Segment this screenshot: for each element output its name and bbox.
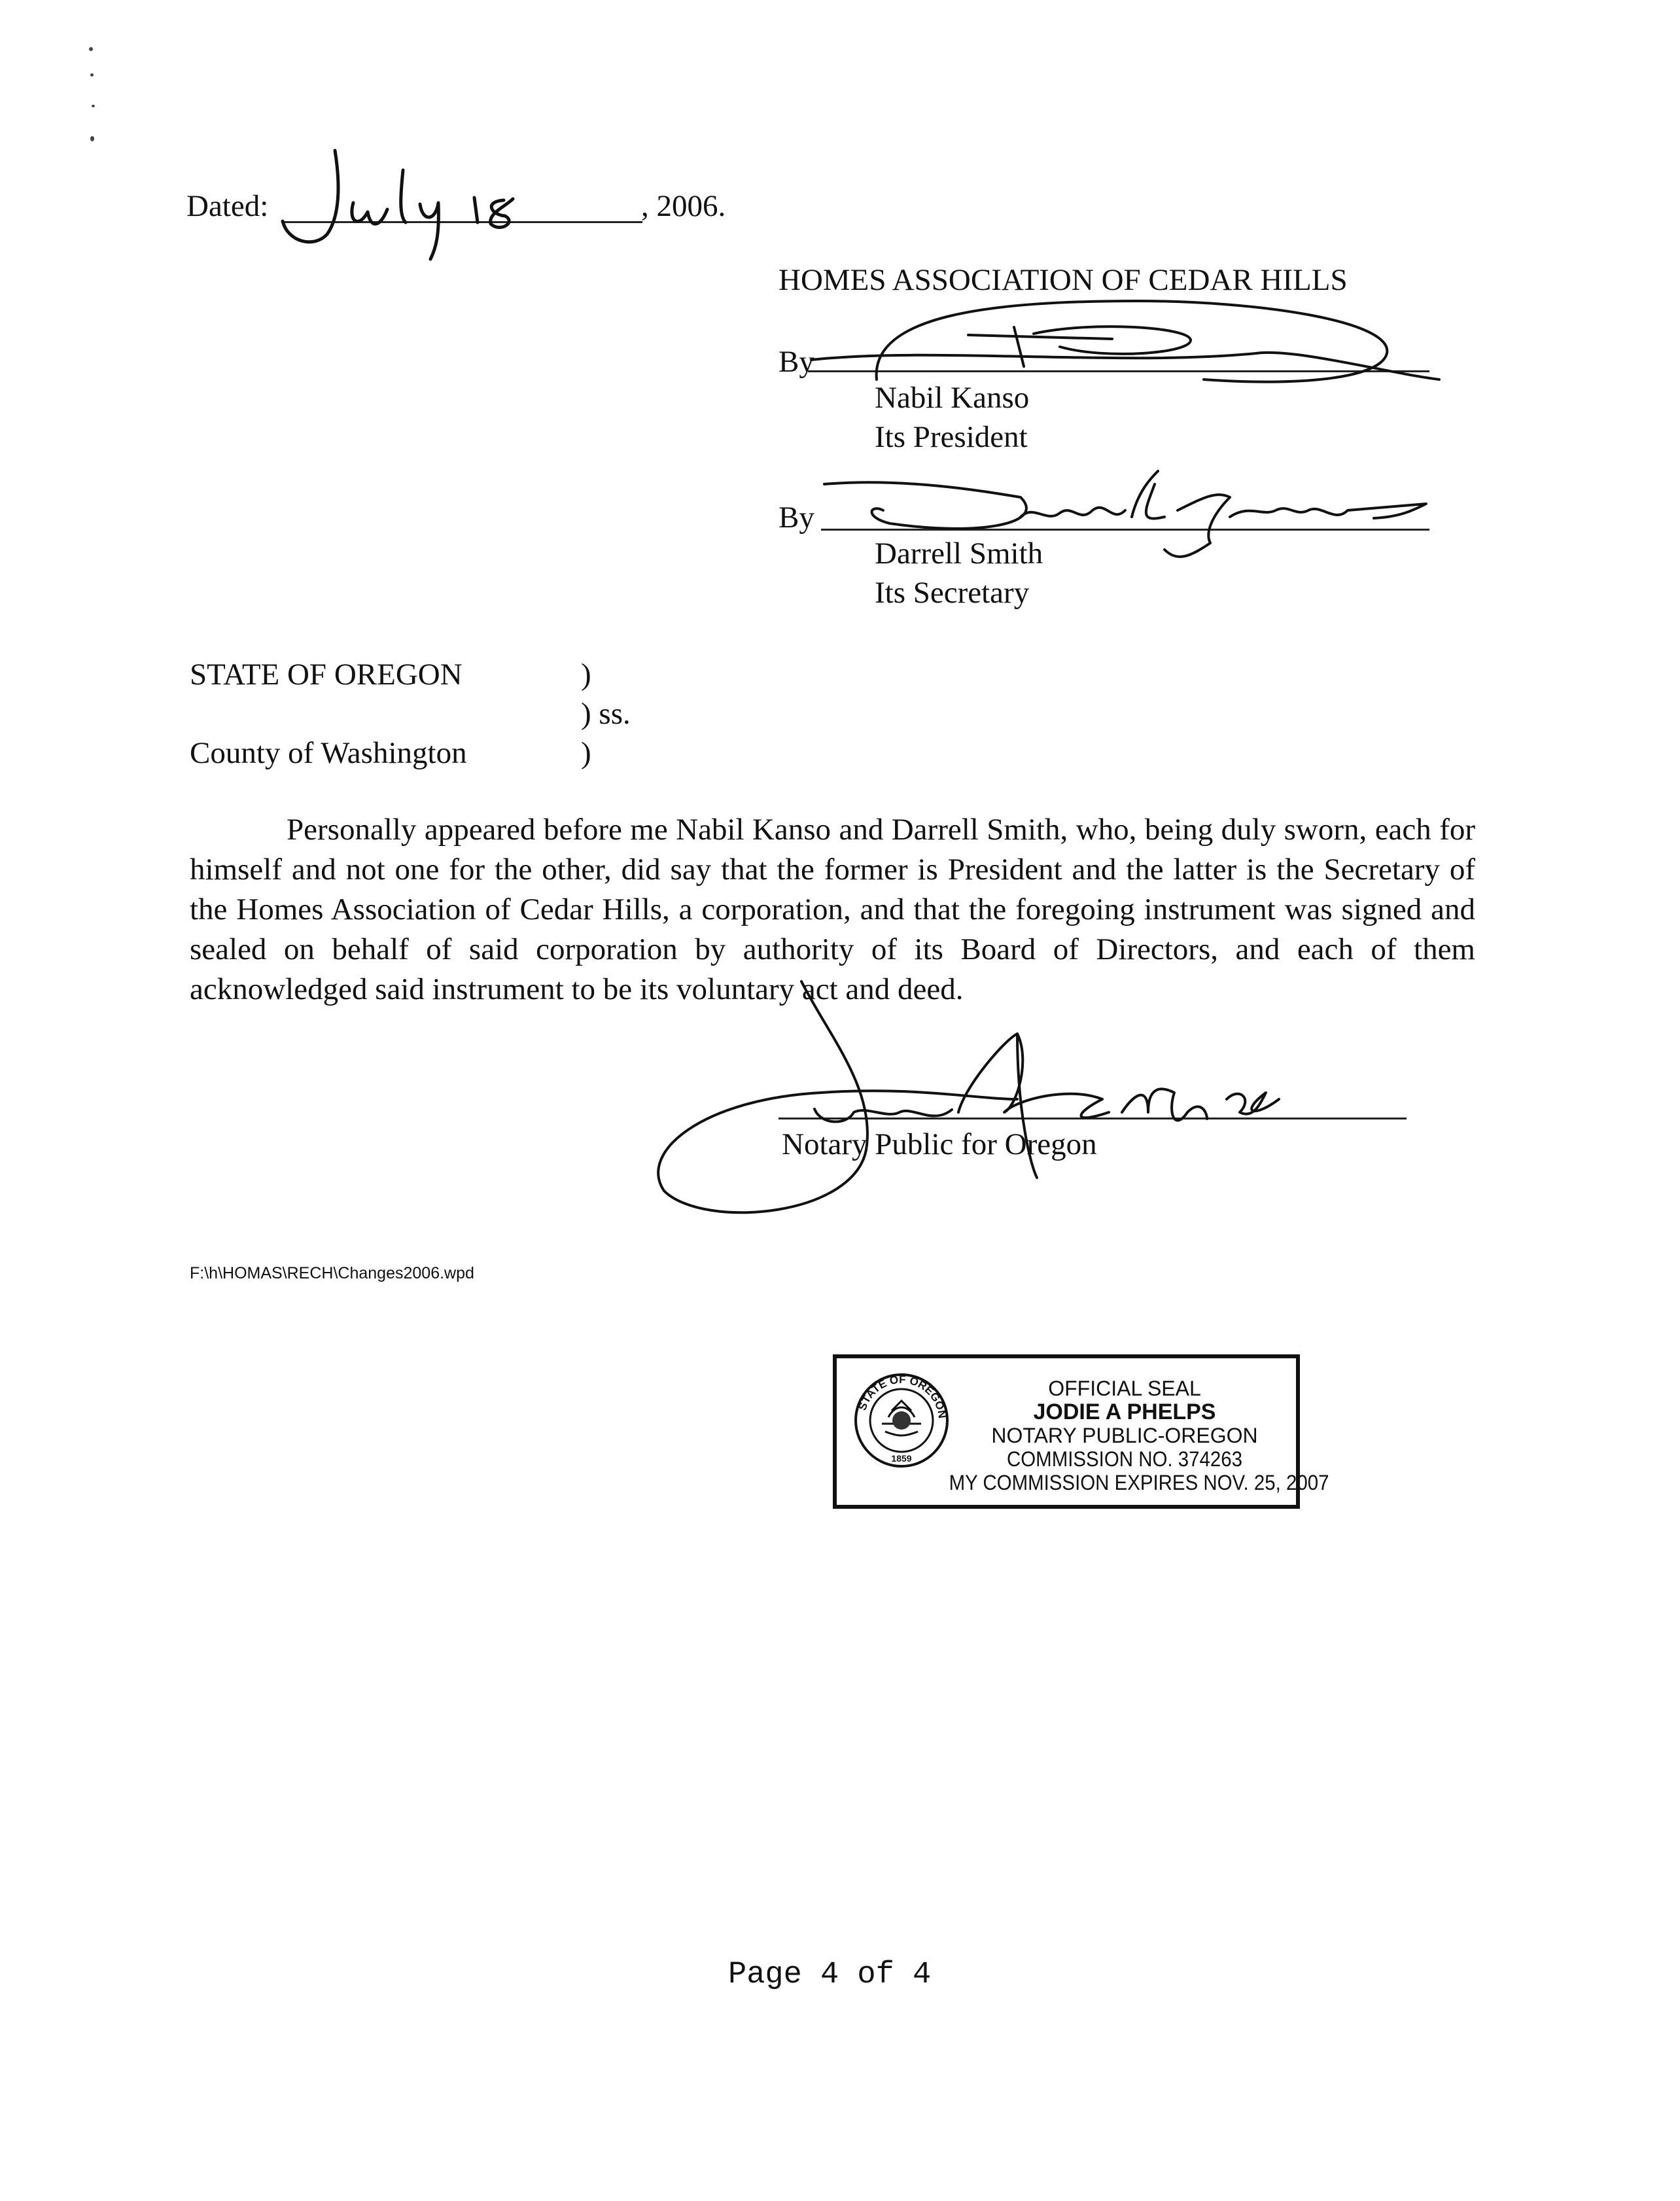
venue-county: County of Washington — [190, 736, 467, 770]
seal-text-block — [949, 1377, 1329, 1494]
seal-emblem-year: 1859 — [891, 1453, 912, 1464]
scan-speck — [90, 73, 94, 77]
acknowledgment-paragraph — [190, 810, 1475, 1010]
venue-paren-top: ) — [581, 658, 591, 692]
official-seal-stamp — [833, 1354, 1329, 1509]
dated-year: , 2006. — [641, 189, 726, 223]
president-name: Nabil Kanso — [875, 381, 1030, 415]
venue-paren-bottom: ) — [581, 736, 591, 770]
acknowledgment-text: Personally appeared before me Nabil Kanso and Darrell Smith, who, being duly sworn, each for himself and not one for the other, did say that the former is President and the latter is the Secretary of the Homes Association of Cedar Hills, a corporation, and that the foregoing instrument was signed and sealed on behalf of said corporation by authority of its Board of Directors, and each of them acknowledged said instrument to be its voluntary act and deed. — [190, 813, 1475, 1006]
scan-speck — [92, 105, 95, 107]
seal-emblem-text: STATE OF OREGON — [856, 1373, 949, 1420]
secretary-name: Darrell Smith — [875, 537, 1043, 571]
scan-speck — [89, 47, 93, 51]
seal-line-official: OFFICIAL SEAL — [1048, 1377, 1201, 1400]
by-label-secretary: By — [779, 501, 814, 535]
by-label-president: By — [779, 345, 814, 379]
president-title: Its President — [875, 420, 1028, 454]
seal-line-expires: MY COMMISSION EXPIRES NOV. 25, 2007 — [949, 1471, 1329, 1494]
venue-state: STATE OF OREGON — [190, 658, 463, 692]
state-seal-emblem — [852, 1371, 951, 1470]
seal-line-name: JODIE A PHELPS — [1033, 1400, 1216, 1424]
notary-signature — [651, 981, 1371, 1230]
venue-ss: ) ss. — [581, 697, 631, 731]
organization-name: HOMES ASSOCIATION OF CEDAR HILLS — [779, 263, 1348, 297]
dated-label: Dated: — [186, 189, 269, 223]
page-number: Page 4 of 4 — [728, 1958, 932, 1992]
secretary-title: Its Secretary — [875, 576, 1030, 610]
notary-label: Notary Public for Oregon — [782, 1127, 1097, 1161]
seal-line-commission: COMMISSION NO. 374263 — [1007, 1447, 1242, 1471]
handwritten-date — [275, 144, 523, 255]
seal-line-notary: NOTARY PUBLIC-OREGON — [991, 1424, 1258, 1447]
file-path: F:\h\HOMAS\RECH\Changes2006.wpd — [190, 1264, 474, 1282]
scan-speck — [90, 136, 94, 141]
